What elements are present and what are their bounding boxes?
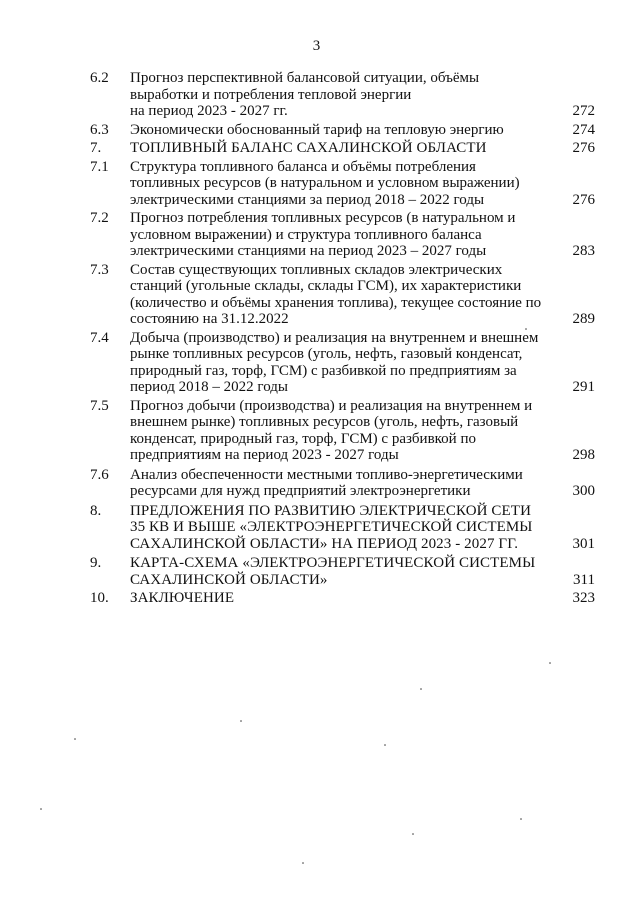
toc-entry-7-6[interactable] [90, 467, 595, 500]
toc-entry-page: 274 [572, 121, 595, 138]
toc-title-line: состоянию на 31.12.2022 [130, 311, 289, 327]
toc-entry-page: 301 [572, 535, 595, 552]
toc-entry-title [130, 122, 561, 139]
toc-entry-title [130, 398, 561, 464]
toc-title-line: САХАЛИНСКОЙ ОБЛАСТИ» НА ПЕРИОД 2023 - 2027 ГГ. [130, 535, 519, 552]
toc-title-line: природный газ, торф, ГСМ) с разбивкой по предприятиям за [130, 362, 517, 379]
toc-title-line: ресурсами для нужд предприятий электроэнергетики [130, 483, 471, 499]
table-of-contents [90, 70, 595, 609]
toc-entry-7-4[interactable] [90, 330, 595, 396]
toc-title-line: внешнем рынке) топливных ресурсов (уголь, нефть, газовый [130, 414, 519, 430]
toc-entry-title [130, 140, 561, 157]
toc-title-line: выработки и потребления тепловой энергии [130, 86, 412, 103]
toc-entry-page: 298 [572, 447, 595, 463]
toc-entry-number: 7. [90, 140, 102, 156]
toc-entry-number: 7.2 [90, 210, 109, 226]
toc-entry-number: 9. [90, 555, 102, 571]
toc-entry-title [130, 262, 561, 328]
toc-entry-title [130, 590, 561, 607]
toc-entry-page: 272 [572, 103, 595, 119]
scan-speck [74, 738, 76, 740]
scan-speck [40, 808, 42, 810]
toc-title-line: ПРЕДЛОЖЕНИЯ ПО РАЗВИТИЮ ЭЛЕКТРИЧЕСКОЙ СЕТИ [130, 502, 531, 519]
toc-title-line: Анализ обеспеченности местными топливо-энергетическими [130, 466, 523, 483]
toc-title-line: условном выражении) и структура топливного баланса [130, 226, 482, 243]
toc-title-line: 35 КВ И ВЫШЕ «ЭЛЕКТРОЭНЕРГЕТИЧЕСКОЙ СИСТЕМЫ [130, 519, 533, 535]
toc-title-line: Прогноз перспективной балансовой ситуации, объёмы [130, 70, 480, 86]
toc-entry-number: 7.5 [90, 397, 109, 414]
toc-title-line: период 2018 – 2022 годы [130, 379, 288, 395]
toc-entry-number: 6.2 [90, 70, 109, 86]
scan-speck [525, 328, 527, 330]
scan-speck [420, 688, 422, 690]
toc-title-line: Состав существующих топливных складов электрических [130, 261, 503, 278]
toc-title-line: ТОПЛИВНЫЙ БАЛАНС САХАЛИНСКОЙ ОБЛАСТИ [130, 140, 487, 156]
toc-title-line: предприятиям на период 2023 - 2027 годы [130, 447, 399, 463]
toc-entry-number: 8. [90, 502, 102, 519]
toc-title-line: (количество и объёмы хранения топлива), текущее состояние по [130, 294, 542, 311]
toc-title-line: Структура топливного баланса и объёмы потребления [130, 158, 476, 175]
toc-entry-7-1[interactable] [90, 159, 595, 209]
toc-title-line: Экономически обоснованный тариф на тепловую энергию [130, 121, 504, 138]
scan-speck [549, 662, 551, 664]
toc-entry-8[interactable] [90, 503, 595, 553]
toc-entry-number: 7.4 [90, 329, 109, 346]
toc-entry-9[interactable] [90, 555, 595, 588]
toc-entry-title [130, 555, 561, 588]
toc-entry-number: 10. [90, 590, 109, 606]
toc-entry-number: 7.6 [90, 466, 109, 483]
toc-entry-7-2[interactable] [90, 210, 595, 260]
toc-entry-page: 283 [572, 243, 595, 259]
toc-entry-number: 7.1 [90, 158, 109, 175]
toc-entry-title [130, 210, 561, 260]
toc-title-line: Прогноз потребления топливных ресурсов (в натуральном и [130, 210, 516, 226]
toc-entry-page: 276 [572, 140, 595, 156]
toc-title-line: рынке топливных ресурсов (уголь, нефть, газовый конденсат, [130, 346, 523, 362]
toc-entry-10[interactable] [90, 590, 595, 607]
toc-entry-title [130, 159, 561, 209]
toc-entry-6-2[interactable] [90, 70, 595, 120]
toc-title-line: на период 2023 - 2027 гг. [130, 103, 288, 119]
scan-speck [240, 720, 242, 722]
scan-speck [520, 818, 522, 820]
toc-entry-title [130, 503, 561, 553]
scan-speck [384, 744, 386, 746]
toc-title-line: САХАЛИНСКОЙ ОБЛАСТИ» [130, 571, 328, 588]
toc-title-line: станций (угольные склады, склады ГСМ), их характеристики [130, 278, 522, 294]
toc-title-line: топливных ресурсов (в натуральном и условном выражении) [130, 175, 520, 191]
toc-entry-page: 300 [572, 483, 595, 499]
toc-entry-number: 7.3 [90, 261, 109, 278]
toc-entry-7-3[interactable] [90, 262, 595, 328]
toc-entry-title [130, 467, 561, 500]
toc-title-line: Прогноз добычи (производства) и реализация на внутреннем и [130, 397, 533, 414]
toc-title-line: электрическими станциями за период 2018 – 2022 годы [130, 191, 485, 208]
toc-title-line: ЗАКЛЮЧЕНИЕ [130, 590, 235, 606]
page-number: 3 [312, 38, 321, 54]
toc-entry-number: 6.3 [90, 121, 109, 138]
toc-entry-7[interactable] [90, 140, 595, 157]
toc-title-line: КАРТА-СХЕМА «ЭЛЕКТРОЭНЕРГЕТИЧЕСКОЙ СИСТЕМЫ [130, 555, 536, 571]
toc-title-line: электрическими станциями на период 2023 – 2027 годы [130, 243, 487, 259]
toc-title-line: конденсат, природный газ, торф, ГСМ) с разбивкой по [130, 430, 476, 447]
scan-speck [302, 862, 304, 864]
toc-title-line: Добыча (производство) и реализация на внутреннем и внешнем [130, 329, 539, 346]
scan-speck [412, 833, 414, 835]
toc-entry-page: 291 [572, 379, 595, 395]
toc-entry-6-3[interactable] [90, 122, 595, 139]
toc-entry-title [130, 70, 561, 120]
toc-entry-7-5[interactable] [90, 398, 595, 464]
toc-entry-page: 323 [572, 590, 595, 606]
toc-entry-page: 311 [573, 571, 595, 588]
toc-entry-page: 289 [572, 311, 595, 327]
toc-entry-title [130, 330, 561, 396]
toc-entry-page: 276 [572, 191, 595, 208]
